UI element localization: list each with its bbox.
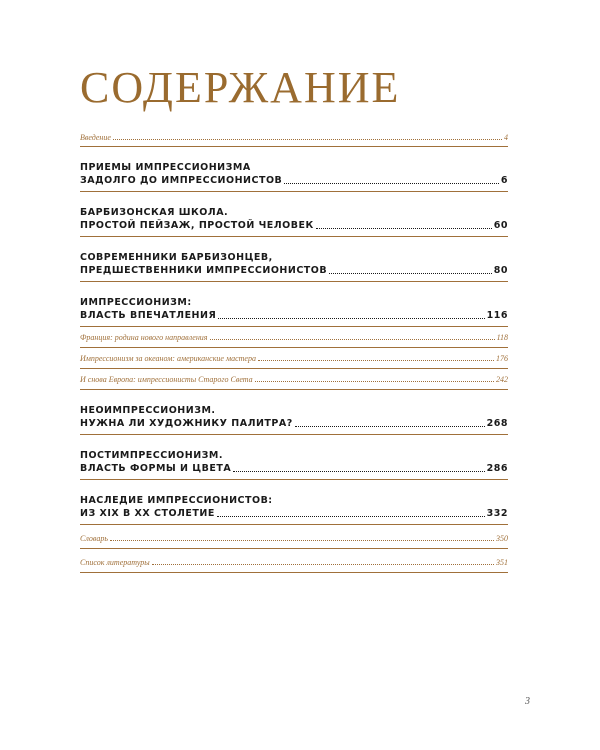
toc-subentry[interactable] — [80, 353, 508, 364]
divider — [80, 524, 508, 525]
page-number: 3 — [525, 696, 530, 707]
toc-subentry-page: 118 — [496, 333, 508, 342]
toc-section[interactable] — [80, 296, 508, 322]
toc-section-page: 268 — [486, 418, 508, 429]
toc-section-page: 116 — [486, 310, 508, 321]
dot-leader — [113, 139, 502, 140]
divider — [80, 572, 508, 573]
divider — [80, 236, 508, 237]
toc-subentry-label: И снова Европа: импрессионисты Старого Света — [80, 375, 253, 384]
divider — [80, 548, 508, 549]
divider — [80, 191, 508, 192]
toc-entry-bibliography[interactable] — [80, 557, 508, 568]
divider — [80, 368, 508, 369]
dot-leader — [255, 381, 494, 382]
divider — [80, 347, 508, 348]
toc-subentry-label: Франция: родина нового направления — [80, 333, 208, 342]
toc-entry-label: Словарь — [80, 534, 108, 543]
toc-section[interactable] — [80, 161, 508, 187]
toc-section-title-line1: НАСЛЕДИЕ ИМПРЕССИОНИСТОВ: — [80, 495, 273, 506]
page-title: СОДЕРЖАНИЕ — [80, 63, 401, 112]
dot-leader — [217, 516, 485, 517]
toc-entry-page: 350 — [496, 534, 508, 543]
toc-subentry-label: Импрессионизм за океаном: американские мастера — [80, 354, 256, 363]
divider — [80, 281, 508, 282]
dot-leader — [110, 540, 494, 541]
toc-section-title-line2: ВЛАСТЬ ФОРМЫ И ЦВЕТА — [80, 463, 232, 474]
toc-section[interactable] — [80, 449, 508, 475]
toc-section-title-line2: ПРЕДШЕСТВЕННИКИ ИМПРЕССИОНИСТОВ — [80, 265, 328, 276]
divider — [80, 434, 508, 435]
dot-leader — [316, 228, 492, 229]
toc-section[interactable] — [80, 494, 508, 520]
toc-section-title-line1: ИМПРЕССИОНИЗМ: — [80, 297, 192, 308]
toc-section-title-line2: ИЗ XIX В XX СТОЛЕТИЕ — [80, 508, 215, 519]
toc-section-page: 286 — [486, 463, 508, 474]
toc-subentry-page: 176 — [496, 354, 508, 363]
toc-section-title-line1: СОВРЕМЕННИКИ БАРБИЗОНЦЕВ, — [80, 252, 273, 263]
divider — [80, 146, 508, 147]
table-of-contents — [80, 132, 508, 573]
toc-entry-glossary[interactable] — [80, 533, 508, 544]
dot-leader — [284, 183, 499, 184]
toc-section-title-line1: НЕОИМПРЕССИОНИЗМ. — [80, 405, 216, 416]
toc-section-title-line2: ПРОСТОЙ ПЕЙЗАЖ, ПРОСТОЙ ЧЕЛОВЕК — [80, 220, 314, 231]
toc-section-title-line1: ПРИЕМЫ ИМПРЕССИОНИЗМА — [80, 162, 251, 173]
toc-section[interactable] — [80, 206, 508, 232]
toc-section-title-line2: НУЖНА ЛИ ХУДОЖНИКУ ПАЛИТРА? — [80, 418, 293, 429]
divider — [80, 326, 508, 327]
divider — [80, 389, 508, 390]
toc-entry-page: 4 — [504, 133, 508, 142]
toc-section-page: 332 — [486, 508, 508, 519]
toc-entry-label: Введение — [80, 133, 111, 142]
toc-subentry[interactable] — [80, 332, 508, 343]
dot-leader — [218, 318, 484, 319]
toc-section-page: 80 — [493, 265, 508, 276]
dot-leader — [152, 564, 494, 565]
dot-leader — [295, 426, 485, 427]
divider — [80, 479, 508, 480]
dot-leader — [329, 273, 492, 274]
toc-section-title-line1: ПОСТИМПРЕССИОНИЗМ. — [80, 450, 223, 461]
toc-subentry[interactable] — [80, 374, 508, 385]
toc-section-page: 60 — [493, 220, 508, 231]
toc-section[interactable] — [80, 251, 508, 277]
toc-section-page: 6 — [500, 175, 508, 186]
dot-leader — [233, 471, 484, 472]
toc-section-title-line1: БАРБИЗОНСКАЯ ШКОЛА. — [80, 207, 229, 218]
toc-section[interactable] — [80, 404, 508, 430]
toc-section-title-line2: ЗАДОЛГО ДО ИМПРЕССИОНИСТОВ — [80, 175, 283, 186]
toc-entry-label: Список литературы — [80, 558, 150, 567]
toc-entry-page: 351 — [496, 558, 508, 567]
toc-section-title-line2: ВЛАСТЬ ВПЕЧАТЛЕНИЯ — [80, 310, 217, 321]
toc-subentry-page: 242 — [496, 375, 508, 384]
dot-leader — [258, 360, 494, 361]
toc-entry-intro[interactable] — [80, 132, 508, 143]
dot-leader — [210, 339, 495, 340]
